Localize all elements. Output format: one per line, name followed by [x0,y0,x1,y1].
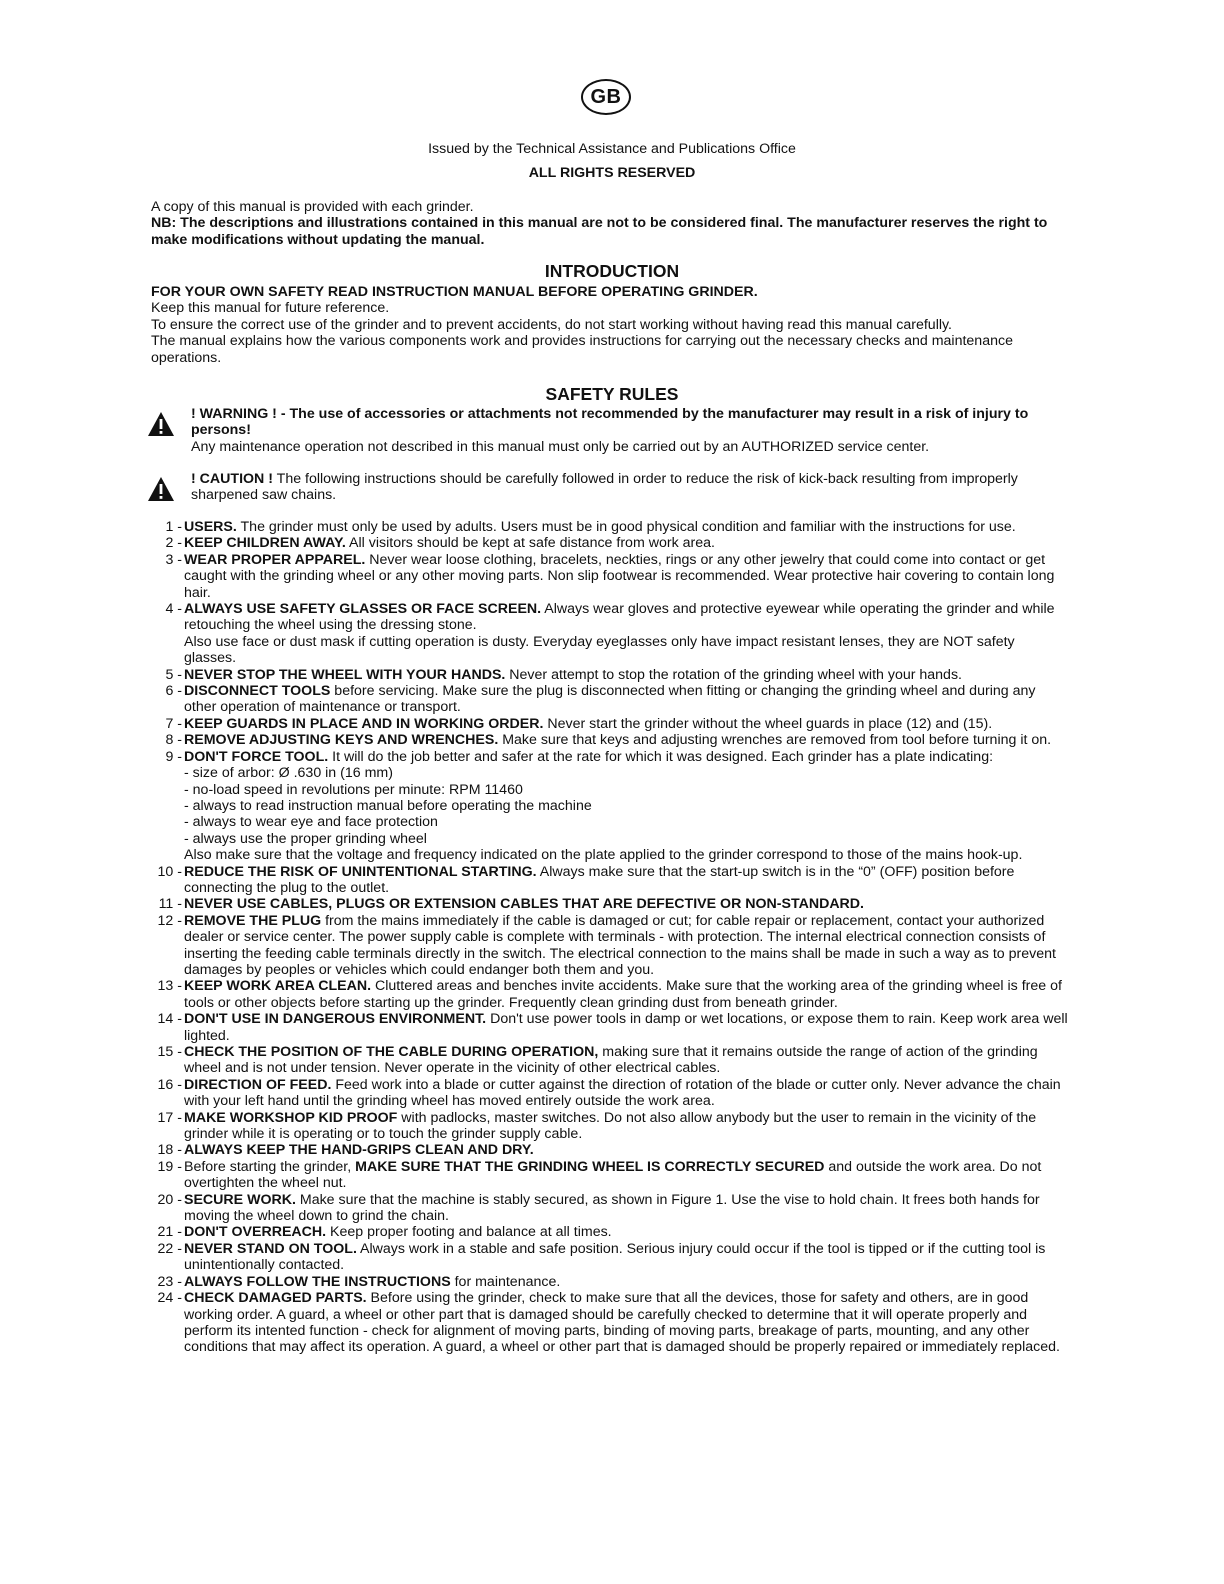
rule-heading: REMOVE ADJUSTING KEYS AND WRENCHES. [184,732,499,749]
rule-body [184,535,715,551]
rule-heading: SECURE WORK. [184,1191,296,1208]
rule-text: before servicing. Make sure the plug is disconnected when fitting or changing the grinding wheel and during any other operation of maintenance or transport. [184,683,1036,716]
rule-body [184,1110,1036,1142]
rule-heading: KEEP CHILDREN AWAY. [184,535,346,552]
rule-heading: DON'T USE IN DANGEROUS ENVIRONMENT. [184,1011,487,1028]
rule-number: 16 - [157,1076,182,1093]
rule-body [184,716,992,732]
rule-text: and outside the work area. Do not overtighten the wheel nut. [184,1158,1042,1192]
copy-note: A copy of this manual is provided with each grinder. [151,199,474,215]
list-item [149,749,1069,864]
rule-sub-line: Also use face or dust mask if cutting operation is dusty. Everyday eyeglasses only have impact resistant lenses, they are NOT safety glasses. [184,633,1015,667]
issued-by-line: Issued by the Technical Assistance and Publications Office [428,141,796,157]
rule-body [184,601,1055,633]
list-item [149,519,1069,535]
list-item [149,1224,1069,1240]
list-item [149,896,1069,912]
rule-heading: CHECK THE POSITION OF THE CABLE DURING OPERATION, [184,1044,599,1060]
rule-heading: DISCONNECT TOOLS [184,683,331,700]
rule-text: Keep proper footing and balance at all times. [326,1224,612,1241]
rule-text: All visitors should be kept at safe distance from work area. [345,535,715,552]
rule-text: making sure that it remains outside the range of action of the grinding wheel and is not under tension. Never operate in the vicinity of other electrical cables. [184,1044,1038,1077]
rule-body [184,864,1014,896]
rule-number: 22 - [157,1240,182,1257]
rule-pre-text: Before starting the grinder, [184,1158,356,1175]
introduction-title: INTRODUCTION [544,261,680,281]
list-item [149,716,1069,732]
list-item [149,1274,1069,1290]
introduction-body [151,284,1069,366]
rule-heading: MAKE SURE THAT THE GRINDING WHEEL IS CORRECTLY SECURED [355,1158,825,1175]
list-item [149,1159,1069,1192]
rule-heading: ALWAYS USE SAFETY GLASSES OR FACE SCREEN. [184,601,542,618]
list-item [149,1077,1069,1110]
rule-text: Don't use power tools in damp or wet locations, or expose them to rain. Keep work area well lighted. [184,1011,1068,1044]
nb-note: NB: The descriptions and illustrations contained in this manual are not to be considered final. The manufacturer reserves the right to make modifications without updating the manual. [151,215,1048,248]
list-item [149,667,1069,683]
rule-text: Never start the grinder without the wheel guards in place (12) and (15). [543,715,993,732]
rule-text: Never attempt to stop the rotation of the grinding wheel with your hands. [505,666,962,683]
rule-body [184,1011,1068,1043]
rule-number: 11 - [158,896,182,913]
list-item [149,1192,1069,1225]
list-item [149,913,1069,979]
rule-body [184,1044,1038,1076]
rule-body [184,1290,1060,1355]
rule-number: 9 - [165,748,182,765]
safety-rules-list [149,519,1069,1356]
rule-number: 18 - [157,1142,182,1159]
rule-number: 7 - [165,715,182,732]
rule-heading: KEEP GUARDS IN PLACE AND IN WORKING ORDER. [184,715,544,732]
introduction-line: The manual explains how the various components work and provides instructions for carrying out the necessary checks and maintenance operations. [151,333,1013,366]
introduction-lead: FOR YOUR OWN SAFETY READ INSTRUCTION MANUAL BEFORE OPERATING GRINDER. [151,284,758,300]
rule-number: 20 - [157,1191,182,1208]
rule-number: 3 - [165,551,182,568]
rule-body [184,667,962,683]
rule-body [184,1224,612,1240]
rule-number: 24 - [157,1290,182,1307]
rule-body [184,896,864,912]
country-badge: GB [581,79,631,115]
rule-sub-line: - always use the proper grinding wheel [184,830,427,847]
rule-number: 19 - [157,1158,182,1175]
rule-number: 13 - [157,978,182,995]
list-item [149,552,1069,601]
rule-heading: REDUCE THE RISK OF UNINTENTIONAL STARTING. [184,863,537,880]
list-item [149,535,1069,551]
rule-body [184,1192,1040,1224]
rule-heading: NEVER STOP THE WHEEL WITH YOUR HANDS. [184,666,506,683]
introduction-line: To ensure the correct use of the grinder and to prevent accidents, do not start working without having read this manual carefully. [151,316,952,333]
rule-sub-line: - size of arbor: Ø .630 in (16 mm) [184,765,393,782]
rule-heading: MAKE WORKSHOP KID PROOF [184,1109,398,1126]
rule-heading: CHECK DAMAGED PARTS. [184,1290,367,1307]
list-item [149,1142,1069,1158]
rule-number: 14 - [157,1011,182,1028]
list-item [149,601,1069,667]
warning-triangle-icon [147,411,175,437]
warning-bold: ! WARNING ! - The use of accessories or attachments not recommended by the manufacturer may result in a risk of injury to persons! [191,406,1029,439]
rule-sub-line: - no-load speed in revolutions per minute: RPM 11460 [184,781,523,798]
rule-text: Before using the grinder, check to make sure that all the devices, those for safety and others, are in good working order. A guard, a wheel or other part that is damaged should be carefully checked to determine that it will operate properly and perform its intented function - check for alignment of moving parts, binding of moving parts, breakage of parts, mounting, and any other conditions that may affect its operation. A guard, a wheel or other part that is damaged should be properly repaired or immediately replaced. [184,1290,1060,1356]
rule-text: Feed work into a blade or cutter against the direction of rotation of the blade or cutter only. Never advance the chain with your left hand until the grinding wheel has moved entirely outside the work area. [184,1076,1061,1110]
rule-number: 2 - [165,535,182,552]
rule-text: Always make sure that the start-up switch is in the “0” (OFF) position before connecting the plug to the outlet. [184,863,1015,896]
rule-body [184,683,1035,715]
rule-number: 21 - [157,1224,182,1241]
rule-text: from the mains immediately if the cable is damaged or cut; for cable repair or replacement, contact your authorized dealer or service center. The power supply cable is complete with terminals - with protection. The internal electrical connection consists of inserting the feeding cable terminals directly in the switch. The electrical connection to the mains shall be made in such a way as to prevent damages by peoples or vehicles which could endanger both them and you. [184,912,1056,978]
rule-heading: KEEP WORK AREA CLEAN. [184,978,372,995]
rule-text: The grinder must only be used by adults. Users must be in good physical condition and familiar with the instructions for use. [236,519,1016,535]
list-item [149,1241,1069,1274]
rule-body [184,1241,1045,1273]
rule-number: 6 - [165,683,182,700]
rule-body [184,1159,1041,1191]
rule-heading: DIRECTION OF FEED. [184,1076,332,1093]
rule-body [184,1142,534,1158]
rule-number: 10 - [157,863,182,880]
rule-heading: NEVER STAND ON TOOL. [184,1240,357,1257]
warning-note: Any maintenance operation not described in this manual must only be carried out by an AUTHORIZED service center. [191,438,930,455]
rule-body [184,552,1054,601]
rule-sub-line: - always to read instruction manual before operating the machine [184,797,592,814]
caution-bold: ! CAUTION ! [191,471,273,487]
rule-body [184,749,993,765]
list-item [149,978,1069,1011]
rule-text: with padlocks, master switches. Do not also allow anybody but the user to remain in the vicinity of the grinder while it is operating or to touch the grinder supply cable. [184,1109,1037,1143]
rule-body [184,519,1016,535]
rule-body [184,732,1051,748]
rule-text: Always work in a stable and safe position. Serious injury could occur if the tool is tipped or if the cutting tool is unintentionally contacted. [184,1240,1046,1274]
rule-heading: REMOVE THE PLUG [184,912,322,929]
rule-number: 5 - [165,666,182,683]
rule-text: Always wear gloves and protective eyewear while operating the grinder and while retouching the wheel using the dressing stone. [184,601,1055,634]
rule-number: 15 - [157,1044,182,1060]
rule-heading: ALWAYS FOLLOW THE INSTRUCTIONS [184,1273,451,1290]
rights-reserved: ALL RIGHTS RESERVED [528,165,696,181]
rule-heading: DON'T OVERREACH. [184,1224,327,1241]
rule-body [184,1274,560,1290]
list-item [149,864,1069,897]
rule-number: 23 - [157,1273,182,1290]
list-item [149,1011,1069,1044]
rule-sub-line: Also make sure that the voltage and frequency indicated on the plate applied to the grinder correspond to those of the mains hook-up. [184,847,1023,864]
caution-note: The following instructions should be carefully followed in order to reduce the risk of kick-back resulting from improperly sharpened saw chains. [191,471,1018,504]
warning-text [191,406,1069,455]
rule-text: Make sure that keys and adjusting wrenches are removed from tool before turning it on. [498,732,1052,749]
rule-heading: NEVER USE CABLES, PLUGS OR EXTENSION CABLES THAT ARE DEFECTIVE OR NON-STANDARD. [184,896,864,913]
rule-text: It will do the job better and safer at the rate for which it was designed. Each grinder has a plate indicating: [328,748,994,765]
rule-heading: DON'T FORCE TOOL. [184,748,329,765]
rule-number: 12 - [157,912,182,929]
list-item [149,732,1069,748]
list-item [149,683,1069,716]
rule-heading: USERS. [184,519,237,535]
rule-text: Make sure that the machine is stably secured, as shown in Figure 1. Use the vise to hold chain. It frees both hands for moving the wheel down to grind the chain. [184,1191,1040,1225]
warning-triangle-icon [147,476,175,502]
rule-number: 1 - [165,519,182,535]
safety-rules-title: SAFETY RULES [545,384,679,404]
rule-heading: WEAR PROPER APPAREL. [184,551,366,568]
rule-sub-line: - always to wear eye and face protection [184,814,438,831]
list-item [149,1110,1069,1143]
rule-body [184,913,1056,978]
rule-text: Never wear loose clothing, bracelets, neckties, rings or any other jewelry that could come into contact or get caught with the grinding wheel or any other moving parts. Non slip footwear is recommended. Wear protective hair covering to contain long hair. [184,551,1055,601]
rule-heading: ALWAYS KEEP THE HAND-GRIPS CLEAN AND DRY. [184,1142,534,1159]
preface [151,199,1069,248]
list-item [149,1044,1069,1077]
rule-number: 8 - [165,732,182,749]
rule-number: 17 - [157,1109,182,1126]
rule-body [184,978,1062,1010]
introduction-line: Keep this manual for future reference. [151,300,390,317]
rule-number: 4 - [165,601,182,618]
rule-text: for maintenance. [450,1273,561,1290]
caution-text [191,471,1069,504]
rule-text: Cluttered areas and benches invite accidents. Make sure that the working area of the grinding wheel is free of tools or other objects before starting up the grinder. Frequently clean grinding dust from beneath grinder. [184,978,1062,1011]
list-item [149,1290,1069,1356]
rule-body [184,1077,1061,1109]
